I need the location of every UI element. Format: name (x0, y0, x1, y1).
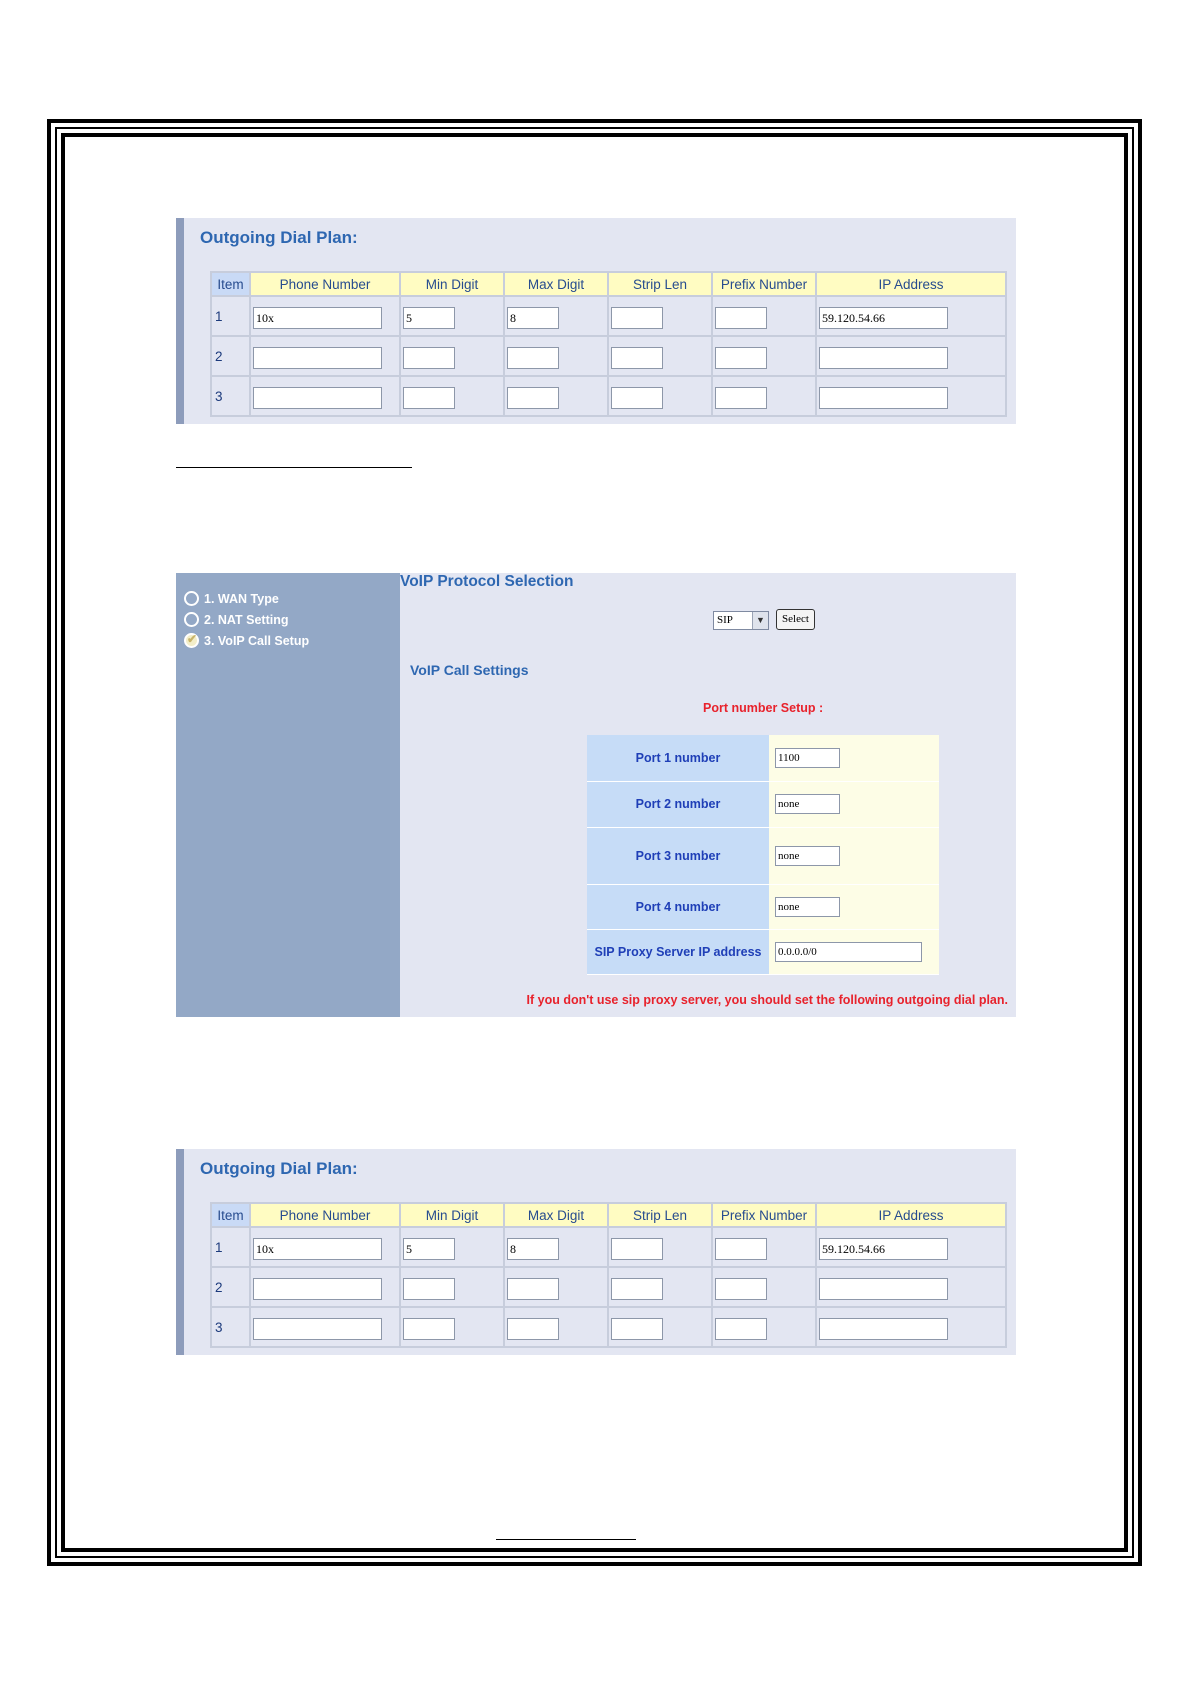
phone-number-input[interactable] (253, 307, 382, 329)
table-row (212, 297, 1005, 335)
min-digit-input[interactable] (403, 347, 455, 369)
dial-plan-header-row (212, 273, 1005, 295)
item-number: 2 (212, 337, 249, 375)
voip-settings-panel (176, 573, 1016, 1017)
port-3-input[interactable] (775, 846, 840, 866)
phone-number-input[interactable] (253, 387, 382, 409)
header-min-digit: Min Digit (401, 1204, 503, 1226)
strip-len-input[interactable] (611, 1318, 663, 1340)
port-label: Port 2 number (587, 781, 769, 827)
min-digit-input[interactable] (403, 1238, 455, 1260)
ip-address-input[interactable] (819, 1278, 948, 1300)
dial-plan-panel-top (176, 218, 1016, 424)
max-digit-input[interactable] (507, 1278, 559, 1300)
dial-plan-table (210, 1202, 1007, 1348)
port-label: Port 3 number (587, 827, 769, 884)
item-number: 2 (212, 1268, 249, 1306)
protocol-select[interactable] (713, 611, 769, 630)
min-digit-input[interactable] (403, 387, 455, 409)
ip-address-input[interactable] (819, 307, 948, 329)
max-digit-input[interactable] (507, 387, 559, 409)
port-label: Port 4 number (587, 884, 769, 929)
select-button[interactable]: Select (776, 609, 815, 630)
ip-address-input[interactable] (819, 1318, 948, 1340)
proxy-warning-text: If you don't use sip proxy server, you should set the following outgoing dial plan. (526, 993, 1008, 1007)
header-phone-number: Phone Number (251, 273, 399, 295)
table-row (212, 337, 1005, 375)
prefix-number-input[interactable] (715, 347, 767, 369)
phone-number-input[interactable] (253, 347, 382, 369)
dial-plan-header-row (212, 1204, 1005, 1226)
sidebar-item-label: 1. WAN Type (204, 591, 279, 606)
prefix-number-input[interactable] (715, 1238, 767, 1260)
port-row (587, 735, 939, 781)
strip-len-input[interactable] (611, 1278, 663, 1300)
table-row (212, 377, 1005, 415)
dial-plan-panel-bottom (176, 1149, 1016, 1355)
min-digit-input[interactable] (403, 1278, 455, 1300)
sidebar-item-wan-type[interactable] (184, 591, 279, 606)
phone-number-input[interactable] (253, 1278, 382, 1300)
header-prefix-number: Prefix Number (713, 1204, 815, 1226)
checked-radio-icon[interactable] (184, 633, 199, 648)
strip-len-input[interactable] (611, 347, 663, 369)
radio-icon[interactable] (184, 612, 199, 627)
chevron-down-icon[interactable]: ▼ (752, 612, 768, 629)
phone-number-input[interactable] (253, 1318, 382, 1340)
link-underline (176, 467, 412, 468)
header-max-digit: Max Digit (505, 1204, 607, 1226)
port-table (587, 735, 939, 975)
min-digit-input[interactable] (403, 307, 455, 329)
call-settings-title: VoIP Call Settings (410, 662, 529, 678)
dial-plan-table (210, 271, 1007, 417)
port-row (587, 827, 939, 884)
ip-address-input[interactable] (819, 1238, 948, 1260)
header-max-digit: Max Digit (505, 273, 607, 295)
link-underline (496, 1539, 636, 1540)
header-strip-len: Strip Len (609, 1204, 711, 1226)
item-number: 3 (212, 1308, 249, 1346)
ip-address-input[interactable] (819, 387, 948, 409)
header-strip-len: Strip Len (609, 273, 711, 295)
max-digit-input[interactable] (507, 307, 559, 329)
protocol-select-value: SIP (717, 614, 733, 626)
item-number: 1 (212, 297, 249, 335)
prefix-number-input[interactable] (715, 1318, 767, 1340)
item-number: 3 (212, 377, 249, 415)
table-row (212, 1228, 1005, 1266)
prefix-number-input[interactable] (715, 1278, 767, 1300)
strip-len-input[interactable] (611, 387, 663, 409)
prefix-number-input[interactable] (715, 307, 767, 329)
min-digit-input[interactable] (403, 1318, 455, 1340)
header-item: Item (212, 273, 249, 295)
max-digit-input[interactable] (507, 347, 559, 369)
port-label: SIP Proxy Server IP address (587, 929, 769, 974)
prefix-number-input[interactable] (715, 387, 767, 409)
table-row (212, 1308, 1005, 1346)
header-phone-number: Phone Number (251, 1204, 399, 1226)
max-digit-input[interactable] (507, 1318, 559, 1340)
port-setup-label: Port number Setup : (703, 701, 824, 715)
header-ip-address: IP Address (817, 1204, 1005, 1226)
sidebar-item-nat-setting[interactable] (184, 612, 289, 627)
dial-plan-title: Outgoing Dial Plan: (200, 1159, 358, 1178)
item-number: 1 (212, 1228, 249, 1266)
port-label: Port 1 number (587, 735, 769, 781)
strip-len-input[interactable] (611, 307, 663, 329)
dial-plan-title: Outgoing Dial Plan: (200, 228, 358, 247)
port-2-input[interactable] (775, 794, 840, 814)
header-prefix-number: Prefix Number (713, 273, 815, 295)
port-row (587, 781, 939, 827)
protocol-selection-title: VoIP Protocol Selection (400, 573, 574, 590)
strip-len-input[interactable] (611, 1238, 663, 1260)
port-4-input[interactable] (775, 897, 840, 917)
table-row (212, 1268, 1005, 1306)
max-digit-input[interactable] (507, 1238, 559, 1260)
header-min-digit: Min Digit (401, 273, 503, 295)
ip-address-input[interactable] (819, 347, 948, 369)
phone-number-input[interactable] (253, 1238, 382, 1260)
sidebar-item-label: 2. NAT Setting (204, 612, 289, 627)
setup-sidebar (176, 573, 400, 1017)
port-row (587, 929, 939, 974)
header-ip-address: IP Address (817, 273, 1005, 295)
sidebar-item-label: 3. VoIP Call Setup (204, 633, 310, 648)
port-1-input[interactable] (775, 748, 840, 768)
header-item: Item (212, 1204, 249, 1226)
radio-icon[interactable] (184, 591, 199, 606)
sidebar-item-voip-call-setup[interactable] (184, 633, 309, 648)
sip-proxy-ip-input[interactable] (775, 942, 922, 962)
port-row (587, 884, 939, 929)
